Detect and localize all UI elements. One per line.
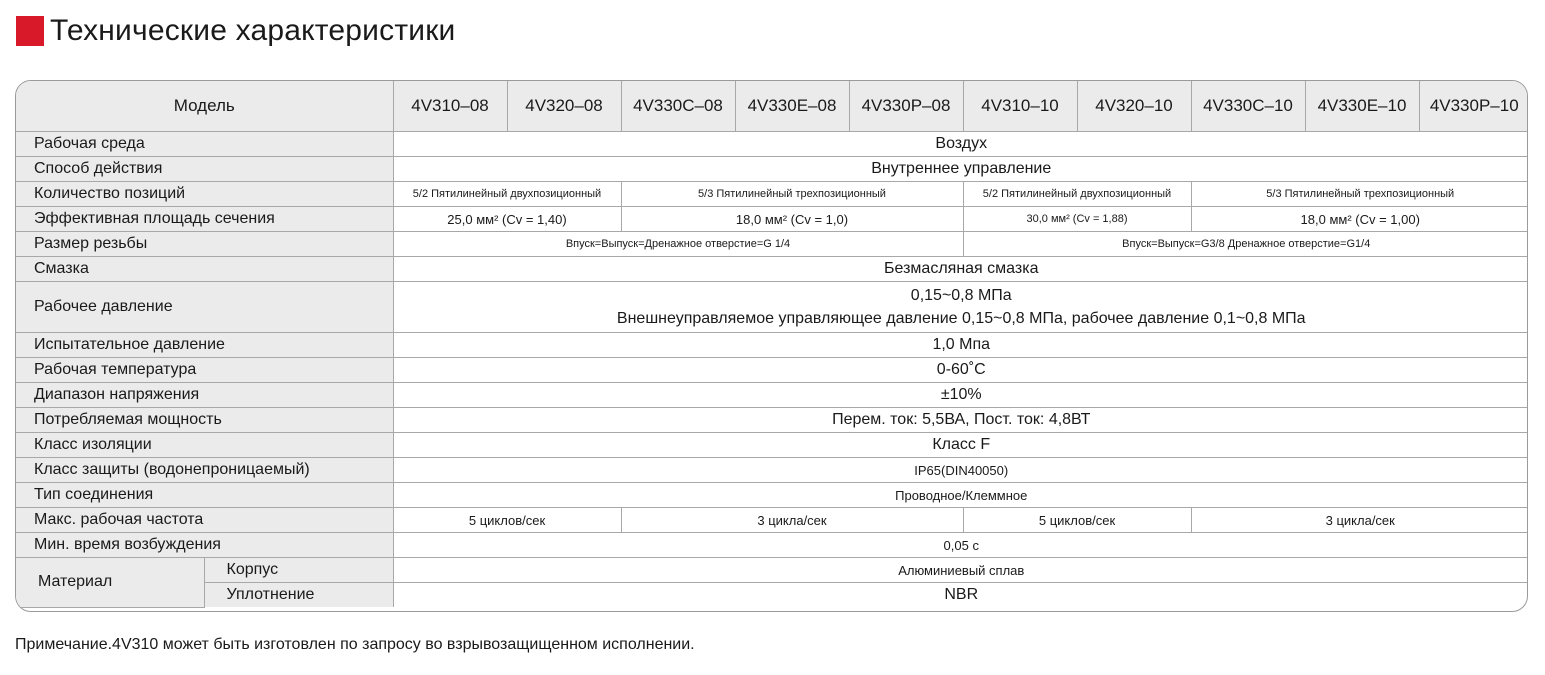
row-value: 5/2 Пятилинейный двухпозиционный: [963, 182, 1191, 207]
material-label: Материал: [16, 558, 204, 608]
row-value: Класс F: [393, 433, 1528, 458]
model-cell: 4V330P–08: [849, 81, 963, 132]
row-value: 3 цикла/сек: [621, 508, 963, 533]
row-value: Воздух: [393, 132, 1528, 157]
row-value: 18,0 мм² (Cv = 1,00): [1191, 207, 1528, 232]
row-value: 0-60˚C: [393, 358, 1528, 383]
row-label: Макс. рабочая частота: [16, 508, 393, 533]
model-cell: 4V320–10: [1077, 81, 1191, 132]
row-value: 5 циклов/сек: [393, 508, 621, 533]
row-label: Рабочая среда: [16, 132, 393, 157]
table-row: [16, 207, 1528, 232]
row-value: 5/3 Пятилинейный трехпозиционный: [621, 182, 963, 207]
row-label: Потребляемая мощность: [16, 408, 393, 433]
row-value: 5/3 Пятилинейный трехпозиционный: [1191, 182, 1528, 207]
model-cell: 4V330P–10: [1419, 81, 1528, 132]
table-row: [16, 358, 1528, 383]
row-value: Впуск=Выпуск=Дренажное отверстие=G 1/4: [393, 232, 963, 257]
row-value: 1,0 Мпа: [393, 333, 1528, 358]
row-value: 30,0 мм² (Cv = 1,88): [963, 207, 1191, 232]
row-value: Проводное/Клеммное: [393, 483, 1528, 508]
row-value: Перем. ток: 5,5ВА, Пост. ток: 4,8ВТ: [393, 408, 1528, 433]
table-row: [16, 333, 1528, 358]
row-label: Смазка: [16, 257, 393, 282]
table-row: [16, 433, 1528, 458]
row-label: Способ действия: [16, 157, 393, 182]
row-label: Рабочая температура: [16, 358, 393, 383]
model-cell: 4V310–10: [963, 81, 1077, 132]
row-label: Уплотнение: [204, 583, 393, 608]
table-row: [16, 583, 1528, 608]
table-row: [16, 282, 1528, 333]
red-square-marker: [16, 16, 44, 46]
table-row: [16, 408, 1528, 433]
footnote: Примечание.4V310 может быть изготовлен по запросу во взрывозащищенном исполнении.: [15, 636, 695, 653]
row-value: ±10%: [393, 383, 1528, 408]
row-value: Безмасляная смазка: [393, 257, 1528, 282]
row-value: [393, 282, 1528, 333]
table-row: [16, 157, 1528, 182]
table-row: [16, 483, 1528, 508]
row-value: IP65(DIN40050): [393, 458, 1528, 483]
specs-table: [16, 81, 1528, 608]
row-label: Диапазон напряжения: [16, 383, 393, 408]
row-label: Рабочее давление: [16, 282, 393, 333]
specs-table-container: [15, 80, 1528, 612]
page-header: [16, 14, 456, 48]
table-row: [16, 458, 1528, 483]
row-label: Корпус: [204, 558, 393, 583]
row-value: 0,05 с: [393, 533, 1528, 558]
row-value: 3 цикла/сек: [1191, 508, 1528, 533]
row-value: Впуск=Выпуск=G3/8 Дренажное отверстие=G1/4: [963, 232, 1528, 257]
table-row: [16, 558, 1528, 583]
row-label: Класс защиты (водонепроницаемый): [16, 458, 393, 483]
row-value: 5 циклов/сек: [963, 508, 1191, 533]
model-cell: 4V320–08: [507, 81, 621, 132]
table-row: [16, 182, 1528, 207]
table-row: [16, 232, 1528, 257]
table-row: [16, 132, 1528, 157]
row-label: Размер резьбы: [16, 232, 393, 257]
row-value: 25,0 мм² (Cv = 1,40): [393, 207, 621, 232]
table-row: [16, 257, 1528, 282]
table-row: [16, 383, 1528, 408]
row-label: Испытательное давление: [16, 333, 393, 358]
table-row: [16, 508, 1528, 533]
model-cell: 4V330E–08: [735, 81, 849, 132]
row-value: 5/2 Пятилинейный двухпозиционный: [393, 182, 621, 207]
model-header: Модель: [16, 81, 393, 132]
model-cell: 4V330C–08: [621, 81, 735, 132]
row-value: NBR: [393, 583, 1528, 608]
row-label: Мин. время возбуждения: [16, 533, 393, 558]
page-title: Технические характеристики: [50, 14, 456, 47]
pressure-line-2: Внешнеуправляемое управляющее давление 0,15~0,8 МПа, рабочее давление 0,1~0,8 МПа: [616, 310, 1306, 327]
row-label: Количество позиций: [16, 182, 393, 207]
row-label: Класс изоляции: [16, 433, 393, 458]
table-row: [16, 533, 1528, 558]
model-cell: 4V330C–10: [1191, 81, 1305, 132]
row-value: Алюминиевый сплав: [393, 558, 1528, 583]
row-label: Тип соединения: [16, 483, 393, 508]
table-header-row: [16, 81, 1528, 132]
row-value: 18,0 мм² (Cv = 1,0): [621, 207, 963, 232]
row-value: Внутреннее управление: [393, 157, 1528, 182]
pressure-line-1: 0,15~0,8 МПа: [910, 287, 1012, 304]
row-label: Эффективная площадь сечения: [16, 207, 393, 232]
model-cell: 4V330E–10: [1305, 81, 1419, 132]
model-cell: 4V310–08: [393, 81, 507, 132]
